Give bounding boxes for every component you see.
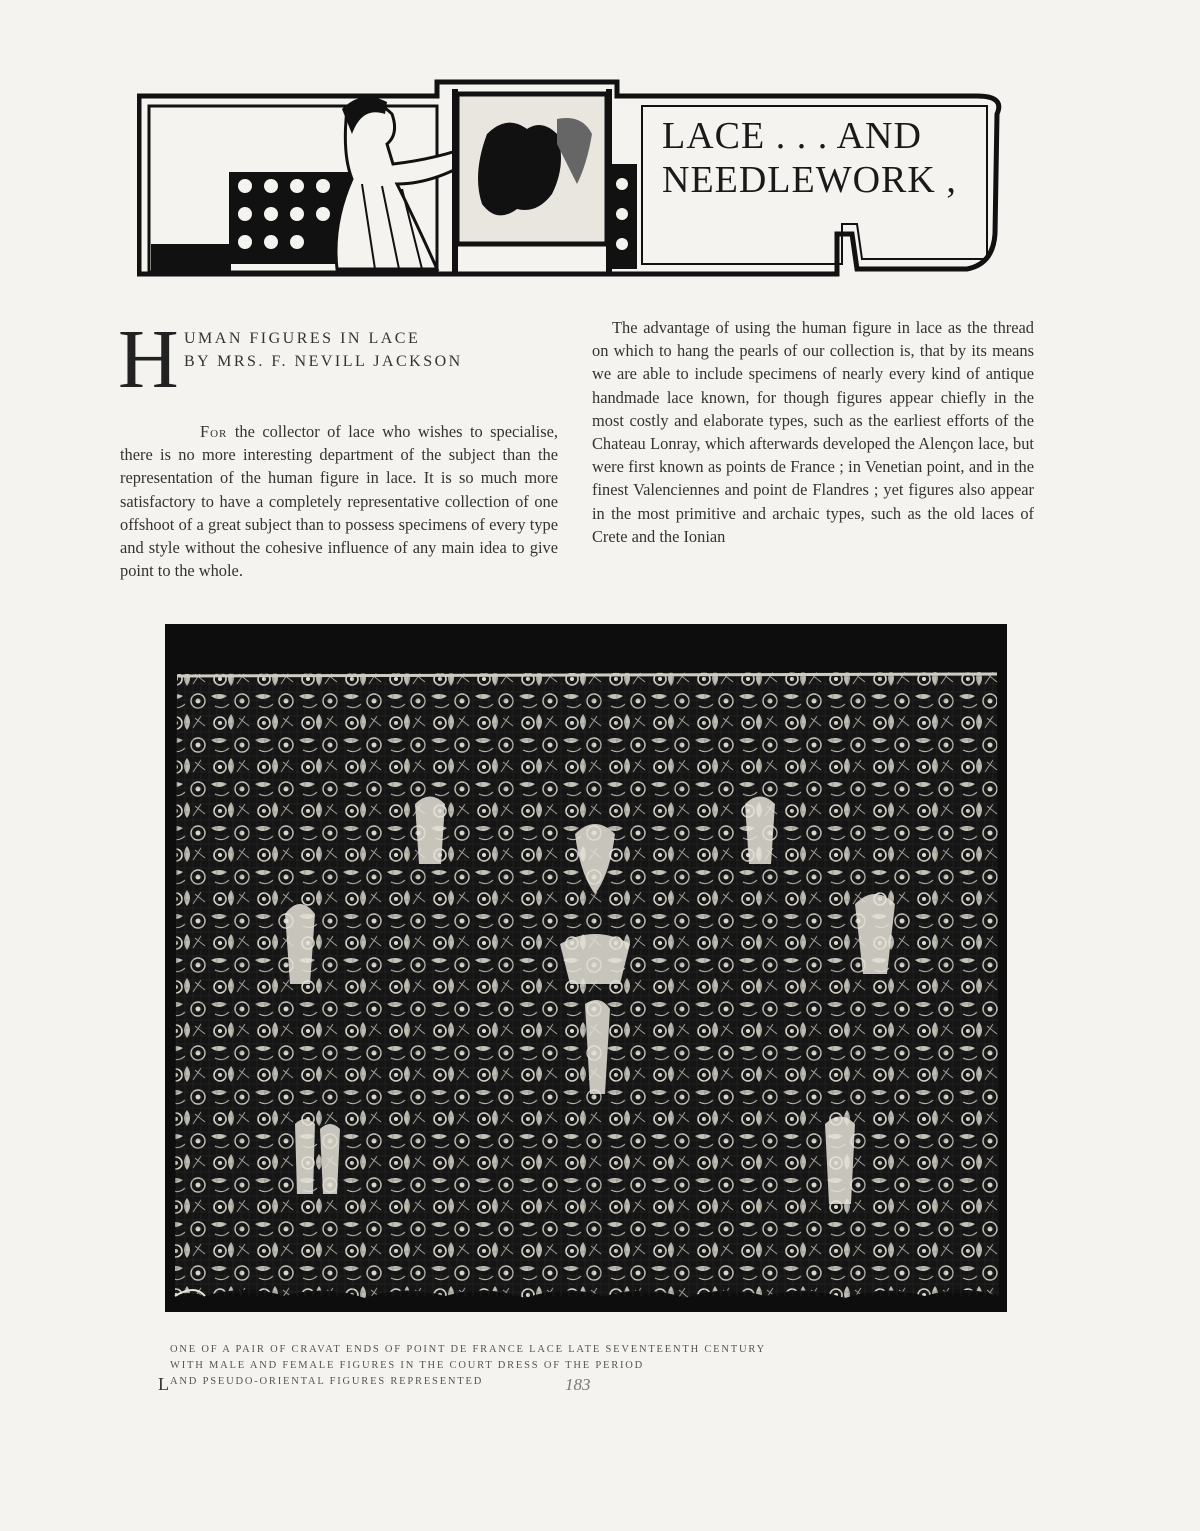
caption-line3: AND PSEUDO-ORIENTAL FIGURES REPRESENTED (170, 1376, 484, 1387)
body-text-right: The advantage of using the human figure in lace as the thread on which to hang the pearls of our collection is, that by its means we are able to include specimens of nearly every kind of antique handmade lace known, for though figures appear chiefly in the most costly and elaborate types, such as the earliest efforts of the Chateau Lonray, which afterwards developed the Alençon lace, but were first known as points de France ; in Venetian point, and in the finest Valenciennes and point de Flandres ; yet figures also appear in the most primitive and archaic types, such as the old laces of Crete and the Ionian (592, 318, 1034, 546)
lead-word: For (200, 422, 228, 441)
lace-photograph (165, 624, 1007, 1312)
body-column-left (120, 420, 558, 582)
header-banner (137, 74, 1007, 280)
figure-caption (170, 1342, 870, 1390)
article-title: UMAN FIGURES IN LACE (184, 330, 421, 347)
banner-title-line2: NEEDLEWORK , (662, 159, 957, 201)
caption-line2: WITH MALE AND FEMALE FIGURES IN THE COURT DRESS OF THE PERIOD (170, 1360, 645, 1371)
page-number: 183 (565, 1375, 591, 1394)
caption-line1: ONE OF A PAIR OF CRAVAT ENDS OF POINT DE FRANCE LACE LATE SEVENTEENTH CENTURY (170, 1344, 766, 1355)
drop-cap: H (118, 313, 179, 406)
banner-title (662, 114, 992, 202)
lace-pattern-image (165, 624, 1007, 1312)
signature-mark: L (158, 1374, 169, 1394)
body-text-left: the collector of lace who wishes to specialise, there is no more interesting department of the subject than the representation of the human figure in lace. It is so much more satisfactory to have a completely representative collection of one offshoot of a great subject than to possess specimens of every type and style without the cohesive influence of any main idea to give point to the whole. (120, 422, 558, 581)
article-byline: BY MRS. F. NEVILL JACKSON (184, 353, 463, 370)
banner-title-line1: LACE . . . AND (662, 115, 922, 157)
body-column-right (592, 316, 1034, 548)
